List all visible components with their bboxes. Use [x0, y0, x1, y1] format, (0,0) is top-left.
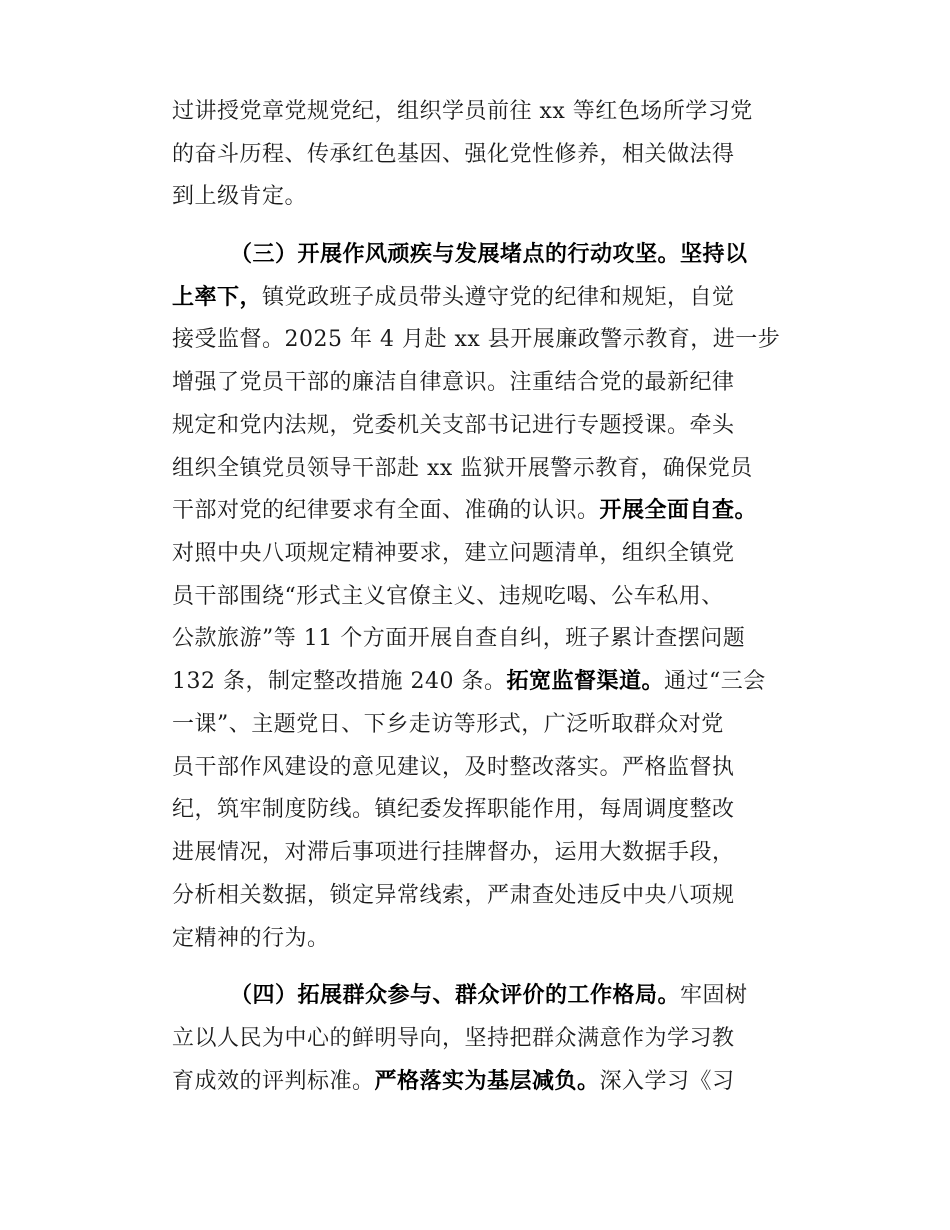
- body-text: 通过“三会: [663, 669, 766, 694]
- text-line: [172, 582, 724, 612]
- text-line: [172, 140, 735, 170]
- body-text: 干部对党的纪律要求有全面、准确的认识。: [172, 498, 600, 523]
- body-text: 员干部作风建设的意见建议，及时整改落实。严格监督执: [172, 755, 735, 780]
- bold-heading-text: （四）拓展群众参与、群众评价的工作格局。: [230, 983, 681, 1008]
- text-line: [172, 981, 748, 1011]
- bold-heading-text: 开展全面自查。: [599, 498, 758, 523]
- text-line: [172, 838, 735, 868]
- text-line: [172, 411, 735, 441]
- body-text: 对照中央八项规定精神要求，建立问题清单，组织全镇党: [172, 541, 735, 566]
- text-line: [172, 97, 753, 127]
- text-line: [172, 710, 724, 740]
- text-line: [172, 539, 735, 569]
- body-text: 的奋斗历程、传承红色基因、强化党性修养，相关做法得: [172, 142, 735, 167]
- text-line: [172, 496, 757, 526]
- text-line: [172, 182, 307, 212]
- text-line: [172, 240, 748, 270]
- body-text: 增强了党员干部的廉洁自律意识。注重结合党的最新纪律: [172, 370, 735, 395]
- body-text: 分析相关数据，锁定异常线索，严肃查处违反中央八项规: [172, 883, 735, 908]
- body-text: 员干部围绕“形式主义官僚主义、违规吃喝、公车私用、: [172, 584, 724, 609]
- body-text: 立以人民为中心的鲜明导向，坚持把群众满意作为学习教: [172, 1026, 735, 1051]
- body-text: 一课”、主题党日、下乡走访等形式，广泛听取群众对党: [172, 712, 724, 737]
- bold-heading-text: 上率下，: [172, 285, 263, 310]
- body-text: 镇党政班子成员带头遵守党的纪律和规矩，自觉: [262, 285, 735, 310]
- body-text: 定精神的行为。: [172, 926, 330, 951]
- body-text: 过讲授党章党规党纪，组织学员前往 xx 等红色场所学习党: [172, 99, 753, 124]
- text-line: [172, 795, 735, 825]
- bold-heading-text: （三）开展作风顽疾与发展堵点的行动攻坚。坚持以: [230, 242, 748, 267]
- body-text: 到上级肯定。: [172, 184, 308, 209]
- body-text: 育成效的评判标准。: [172, 1069, 375, 1094]
- text-line: [172, 283, 735, 313]
- text-line: [172, 454, 753, 484]
- body-text: 深入学习《习: [599, 1069, 735, 1094]
- body-text: 接受监督。2025 年 4 月赴 xx 县开展廉政警示教育，进一步: [172, 327, 781, 352]
- text-line: [172, 1067, 735, 1097]
- text-line: [172, 1024, 735, 1054]
- body-text: 规定和党内法规，党委机关支部书记进行专题授课。牵头: [172, 413, 735, 438]
- text-line: [172, 667, 766, 697]
- text-line: [172, 924, 330, 954]
- body-text: 公款旅游”等 11 个方面开展自查自纠，班子累计查摆问题: [172, 626, 746, 651]
- body-text: 组织全镇党员领导干部赴 xx 监狱开展警示教育，确保党员: [172, 456, 753, 481]
- body-text: 进展情况，对滞后事项进行挂牌督办，运用大数据手段，: [172, 840, 735, 865]
- body-text: 132 条，制定整改措施 240 条。: [172, 669, 507, 694]
- text-line: [172, 753, 735, 783]
- text-line: [172, 325, 780, 355]
- body-text: 纪，筑牢制度防线。镇纪委发挥职能作用，每周调度整改: [172, 797, 735, 822]
- text-line: [172, 881, 735, 911]
- text-line: [172, 368, 735, 398]
- body-text: 牢固树: [680, 983, 748, 1008]
- bold-heading-text: 严格落实为基层减负。: [374, 1069, 600, 1094]
- bold-heading-text: 拓宽监督渠道。: [506, 669, 664, 694]
- text-line: [172, 624, 745, 654]
